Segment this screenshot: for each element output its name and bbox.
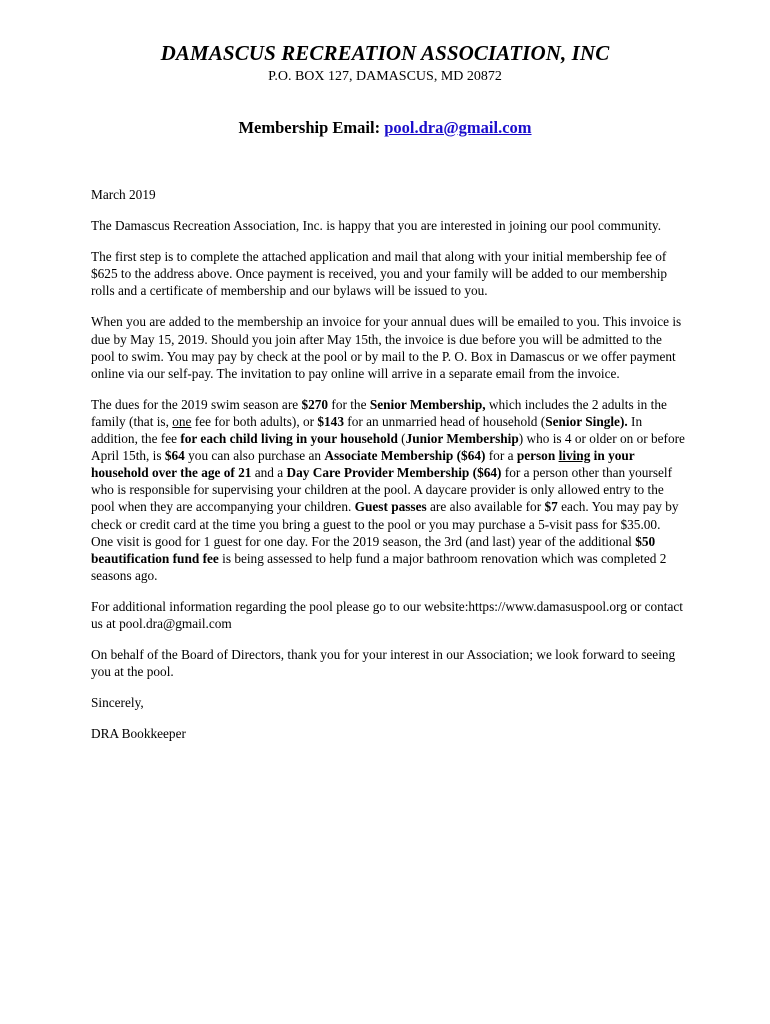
household-over-21-label: in your household over the age of 21 <box>91 448 635 481</box>
dues-text: and a <box>251 465 287 481</box>
dues-text: each. You may pay by check or credit card at the time you bring a guest to the pool or you may purchase a 5-visit pass for $35.00. One visit is good for 1 guest for one day. For the 2019 season, the 3rd (and last) year of the additional <box>91 499 679 549</box>
dues-text: for a person other than yourself who is responsible for supervising your children at the pool. A daycare provider is only allowed entry to the pool when they are accompanying your children. <box>91 465 673 515</box>
senior-membership-label: Senior Membership, <box>369 396 486 412</box>
person-label: person <box>516 448 559 464</box>
daycare-membership-label: Day Care Provider Membership ($64) <box>286 465 502 481</box>
dues-text: ) who is 4 or older on or before April 15th, is <box>91 431 685 464</box>
dues-paragraph <box>91 396 685 584</box>
membership-email-link[interactable]: pool.dra@gmail.com <box>384 118 532 137</box>
senior-single-label: Senior Single). <box>545 413 628 429</box>
letter-body <box>91 186 685 756</box>
membership-email-label: Membership Email: <box>238 118 381 137</box>
junior-membership-label: Junior Membership <box>405 431 519 447</box>
dues-text: The dues for the 2019 swim season are <box>91 396 302 412</box>
first-step-paragraph: The first step is to complete the attached application and mail that along with your initial membership fee of $625 to the address above. Once payment is received, you and your family will be added to our membership rolls and a certificate of membership and our bylaws will be issued to you. <box>91 249 668 299</box>
one-emphasis: one <box>172 413 192 429</box>
dues-text: for an unmarried head of household ( <box>343 413 546 429</box>
closing: Sincerely, <box>91 695 144 711</box>
letter-date: March 2019 <box>91 187 156 202</box>
single-fee: $143 <box>317 413 344 429</box>
child-fee-label: for each child living in your household <box>180 431 398 447</box>
dues-text: for a <box>485 448 517 464</box>
organization-title: DAMASCUS RECREATION ASSOCIATION, INC <box>160 41 610 65</box>
additional-info-paragraph: For additional information regarding the pool please go to our website:https://www.damasuspool.org or contact us at pool.dra@gmail.com <box>91 598 683 631</box>
guest-passes-label: Guest passes <box>354 499 427 515</box>
dues-text: for the <box>328 396 370 412</box>
associate-membership-label: Associate Membership ($64) <box>324 448 486 464</box>
signature: DRA Bookkeeper <box>91 726 186 742</box>
junior-fee: $64 <box>164 448 185 464</box>
dues-text: are also available for <box>426 499 545 515</box>
dues-text: is being assessed to help fund a major bathroom renovation which was completed 2 seasons ago. <box>91 550 667 583</box>
beautification-fee-label: $50 beautification fund fee <box>91 533 656 566</box>
thanks-paragraph: On behalf of the Board of Directors, thank you for your interest in our Association; we look forward to seeing you at the pool. <box>91 647 676 680</box>
dues-text: ( <box>397 431 406 447</box>
senior-fee: $270 <box>301 396 329 412</box>
dues-text: which includes the 2 adults in the family (that is, <box>91 396 667 429</box>
dues-text: fee for both adults), or <box>191 413 318 429</box>
guest-fee: $7 <box>544 499 558 515</box>
organization-address: P.O. BOX 127, DAMASCUS, MD 20872 <box>268 69 502 84</box>
intro-paragraph: The Damascus Recreation Association, Inc. is happy that you are interested in joining our pool community. <box>91 218 662 234</box>
living-emphasis: living <box>558 448 591 464</box>
dues-text: you can also purchase an <box>184 448 325 464</box>
membership-email-line <box>0 118 770 138</box>
dues-text: In addition, the fee <box>91 413 643 447</box>
invoice-paragraph: When you are added to the membership an invoice for your annual dues will be emailed to you. This invoice is due by May 15, 2019. Should you join after May 15th, the invoice is due before you will be admitted to the pool to swim. You may pay by check at the pool or by mail to the P. O. Box in Damascus or we offer payment online via our self-pay. The invitation to pay online will arrive in a separate email from the invoice. <box>91 314 682 381</box>
